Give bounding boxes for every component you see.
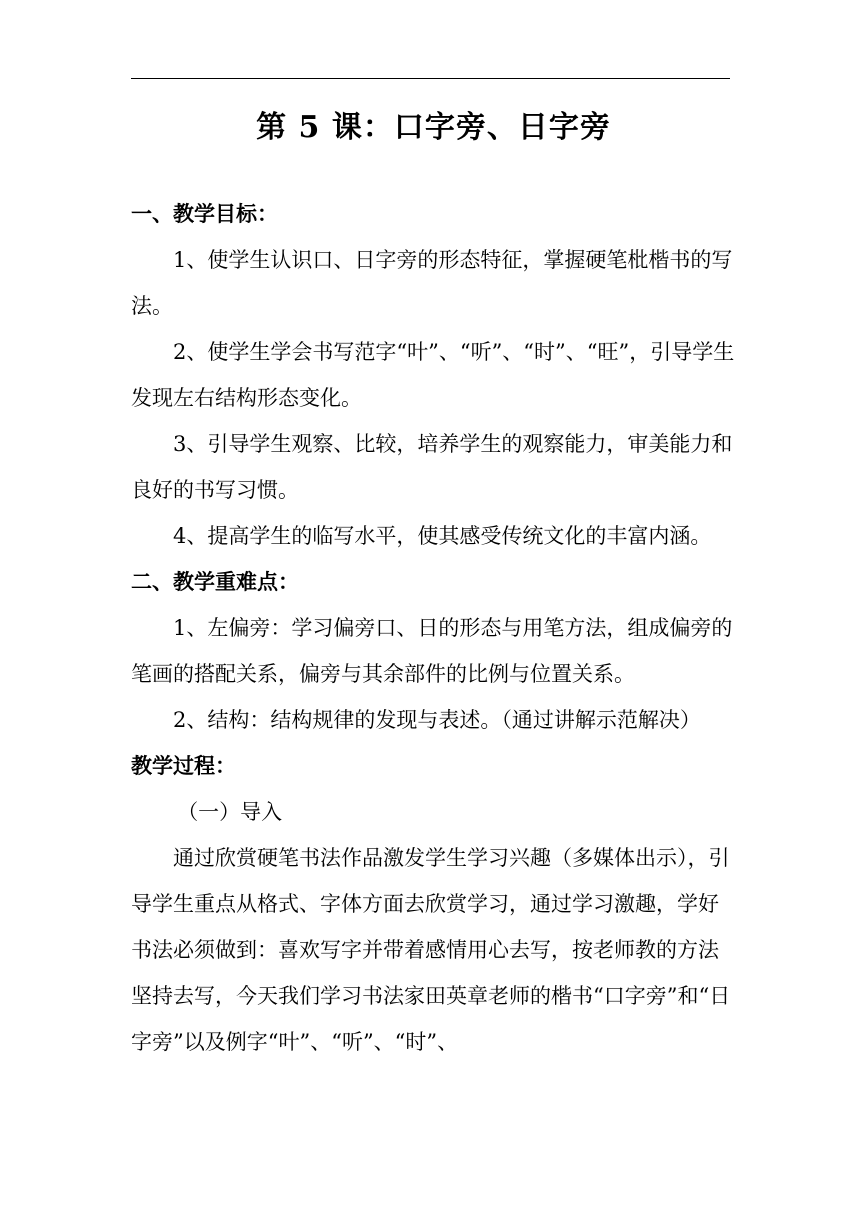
process-heading: 教学过程： (131, 753, 236, 778)
objective-item-4: 4、提高学生的临写水平，使其感受传统文化的丰富内涵。 (173, 524, 712, 548)
key-point-item-1: 1、左偏旁：学习偏旁口、日的形态与用笔方法，组成偏旁的笔画的搭配关系，偏旁与其余部件的比例与位置关系。 (131, 616, 733, 686)
process-subheading: （一）导入 (177, 800, 283, 824)
header-rule (131, 78, 730, 79)
key-points-heading: 二、教学重难点： (131, 569, 299, 594)
process-body: 通过欣赏硬笔书法作品激发学生学习兴趣（多媒体出示），引导学生重点从格式、字体方面去欣赏学习，通过学习激趣，学好书法必须做到：喜欢写字并带着感情用心去写，按老师教的方法坚持去写，今天我们学习书法家田英章老师的楷书“口字旁”和“日字旁”以及例字“叶”、“听”、“时”、 (131, 846, 731, 1054)
objective-item-3: 3、引导学生观察、比较，培养学生的观察能力，审美能力和良好的书写习惯。 (131, 432, 733, 502)
document-body (131, 100, 736, 1065)
objectives-heading: 一、教学目标： (131, 201, 278, 226)
lesson-title: 第 5 课：口字旁、日字旁 (256, 110, 611, 145)
objective-item-2: 2、使学生学会书写范字“叶”、“听”、“时”、“旺”，引导学生发现左右结构形态变化。 (131, 340, 735, 410)
objective-item-1: 1、使学生认识口、日字旁的形态特征，掌握硬笔枇楷书的写法。 (131, 248, 733, 318)
key-point-item-2: 2、结构：结构规律的发现与表述。（通过讲解示范解决） (173, 708, 701, 732)
